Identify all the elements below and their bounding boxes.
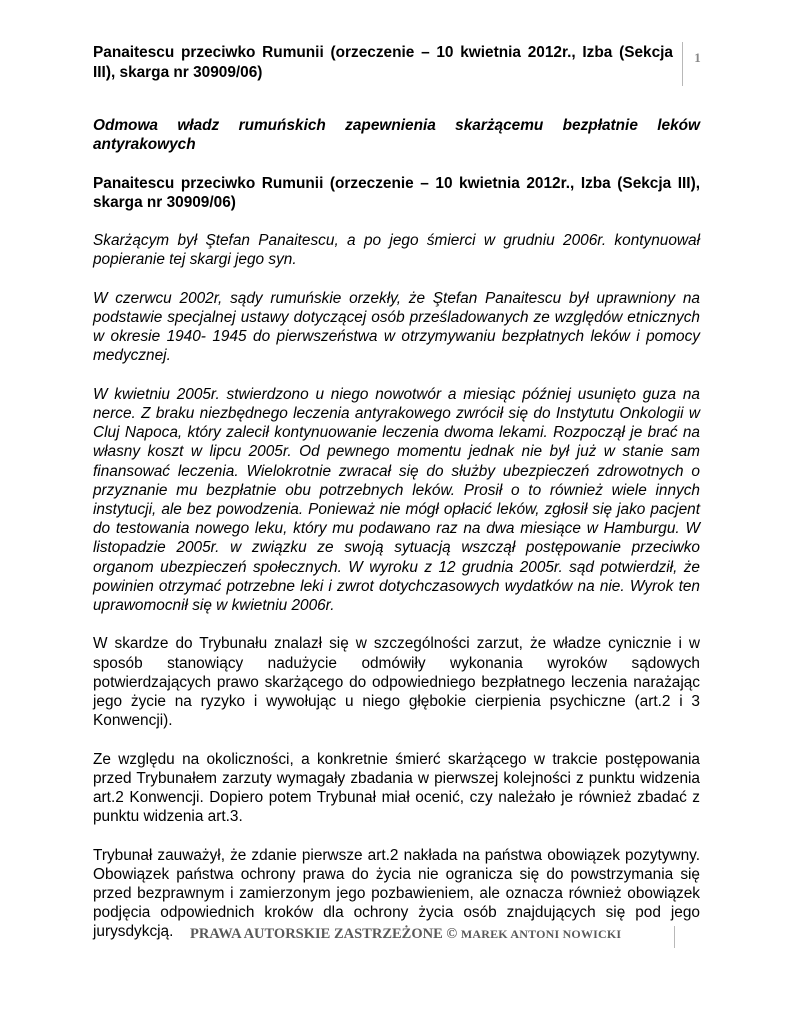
document-subtitle: Odmowa władz rumuńskich zapewnienia skarżącemu bezpłatnie leków antyrakowych	[93, 117, 700, 154]
paragraph-5: Ze względu na okoliczności, a konkretnie śmierć skarżącego w trakcie postępowania przed Trybunałem zarzuty wymagały zbadania w pierwszej kolejności z punktu widzenia art.2 Konwencji. Dopiero potem Trybunał miał ocenić, czy należało je również zbadać z punktu widzenia art.3.	[93, 750, 700, 826]
case-title: Panaitescu przeciwko Rumunii (orzeczenie – 10 kwietnia 2012r., Izba (Sekcja III), skarga nr 30909/06)	[93, 174, 700, 211]
paragraph-1: Skarżącym był Ştefan Panaitescu, a po jego śmierci w grudniu 2006r. kontynuował popieranie tej skargi jego syn.	[93, 232, 700, 269]
copyright-footer	[190, 926, 675, 948]
document-body	[93, 116, 700, 961]
paragraph-3: W kwietniu 2005r. stwierdzono u niego nowotwór a miesiąc później usunięto guza na nerce. Z braku niezbędnego leczenia antyrakowego zwrócił się do Instytutu Onkologii w Cluj Napoca, który zalecił kontynuowanie leczenia dwoma lekami. Rozpoczął je brać na własny koszt w lipcu 2005r. Od pewnego momentu jednak nie był już w stanie sam finansować leczenia. Wielokrotnie zwracał się do służby ubezpieczeń zdrowotnych o przyznanie mu bezpłatnie obu potrzebnych leków. Prosił o to również wiele innych instytucji, ale bez powodzenia. Ponieważ nie mógł opłacić leków, zgłosił się jako pacjent do testowania nowego leku, który mu podawano raz na dwa miesiące w Hamburgu. W listopadzie 2005r. w związku ze swoją sytuacją wszczął postępowanie przeciwko organom ubezpieczeń społecznych. W wyroku z 12 grudnia 2005r. sąd potwierdził, że powinien otrzymać potrzebne leki i zwrot dotychczasowych wydatków na nie. Wyrok ten uprawomocnił się w kwietniu 2006r.	[93, 385, 700, 615]
running-header: Panaitescu przeciwko Rumunii (orzeczenie – 10 kwietnia 2012r., Izba (Sekcja III), skarga nr 30909/06)	[93, 44, 673, 81]
copyright-notice: PRAWA AUTORSKIE ZASTRZEŻONE ©	[190, 926, 458, 942]
page-number: 1	[682, 42, 712, 86]
paragraph-2: W czerwcu 2002r, sądy rumuńskie orzekły, że Ştefan Panaitescu był uprawniony na podstawie specjalnej ustawy dotyczącej osób prześladowanych ze względów etnicznych w okresie 1940- 1945 do pierwszeństwa w otrzymywaniu bezpłatnych leków i pomocy medycznej.	[93, 289, 700, 365]
paragraph-6: Trybunał zauważył, że zdanie pierwsze art.2 nakłada na państwa obowiązek pozytywny. Obowiązek państwa ochrony prawa do życia nie ogranicza się do powstrzymania się przed bezprawnym i zamierzonym jego pozbawieniem, ale oznacza również obowiązek podjęcia odpowiednich kroków dla ochrony życia osób znajdujących się pod jego jurysdykcją.	[93, 846, 700, 941]
paragraph-4: W skardze do Trybunału znalazł się w szczególności zarzut, że władze cynicznie i w sposób stanowiący nadużycie odmówiły wykonania wyroków sądowych potwierdzających prawo skarżącego do odpowiedniego bezpłatnego leczenia narażając jego życie na ryzyko i wywołując u niego głębokie cierpienia psychiczne (art.2 i 3 Konwencji).	[93, 635, 700, 730]
author-name: MAREK ANTONI NOWICKI	[460, 927, 622, 941]
